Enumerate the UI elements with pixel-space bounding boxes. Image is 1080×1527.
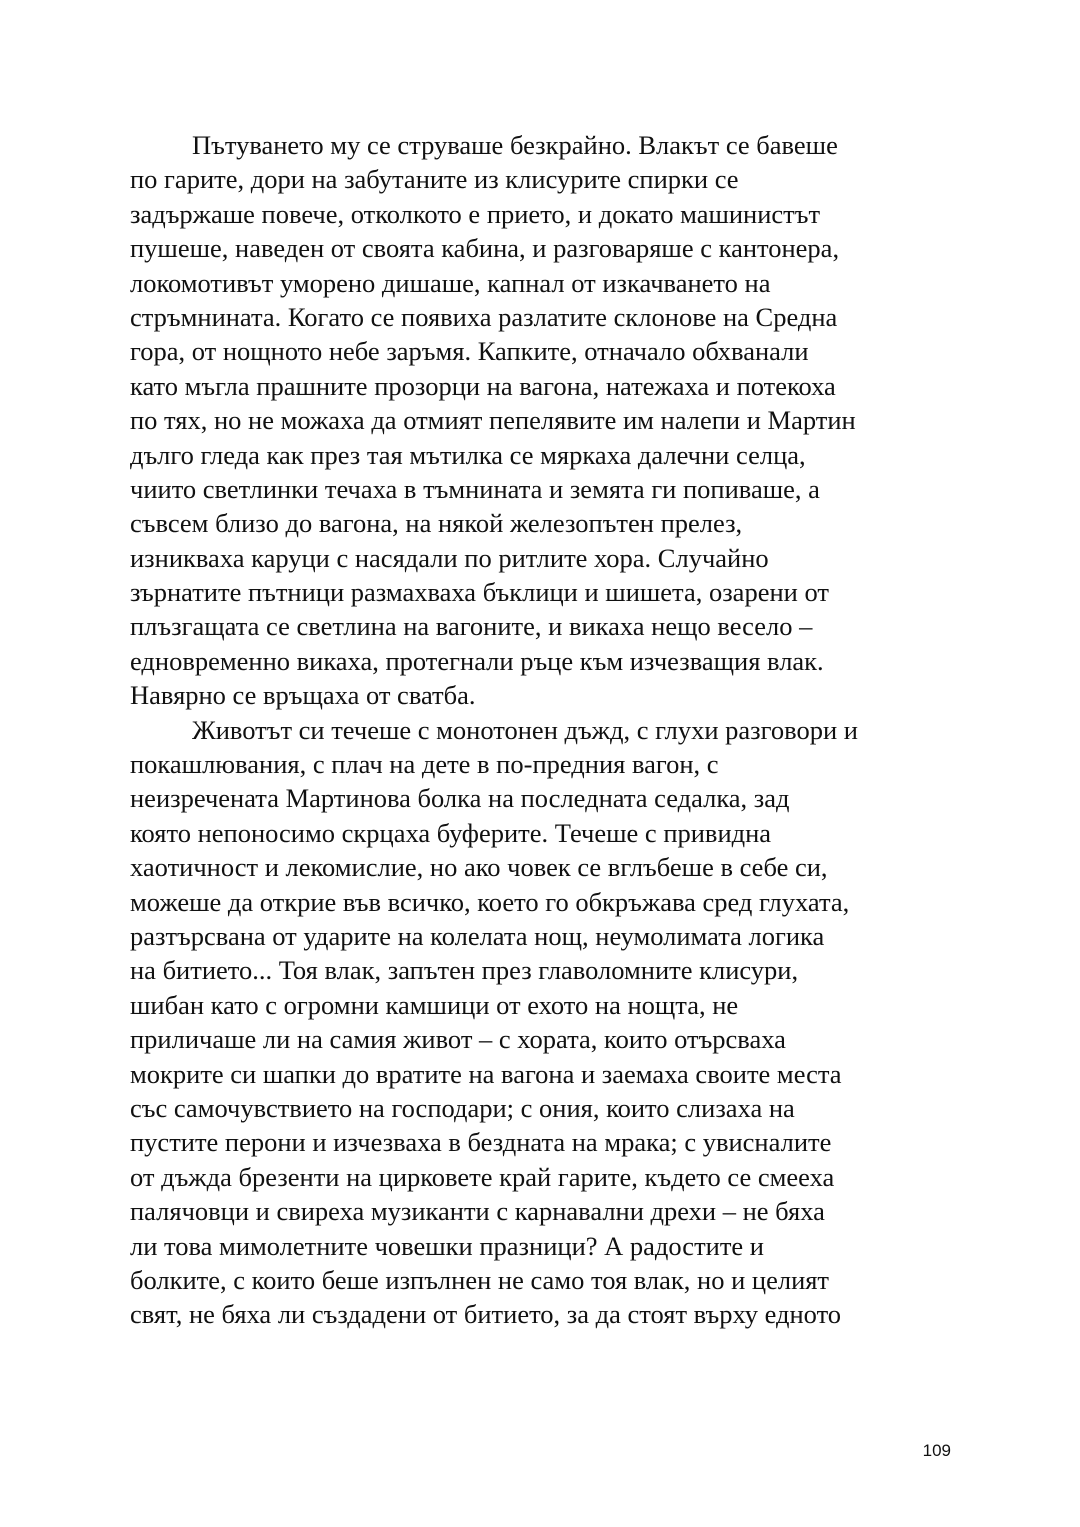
- text-line: на битието... Тоя влак, запътен през главоломните клисури,: [130, 955, 799, 986]
- text-line: свят, не бяха ли създадени от битието, за да стоят върху едното: [130, 1299, 842, 1330]
- body-text: [130, 128, 956, 1332]
- text-line: като мъгла прашните прозорци на вагона, натежаха и потекоха: [130, 370, 836, 401]
- text-line: приличаше ли на самия живот – с хората, които отърсваха: [130, 1024, 786, 1055]
- text-line: по тях, но не можаха да отмият пепелявите им налепи и Мартин: [130, 405, 856, 436]
- paragraph-1: [130, 128, 956, 713]
- text-line: зърнатите пътници размахваха бъклици и шишета, озарени от: [130, 577, 829, 608]
- text-line: която непоносимо скрцаха буферите. Течеше с привидна: [130, 817, 772, 848]
- page-number: 109: [922, 1441, 951, 1460]
- text-line: едновременно викаха, протегнали ръце към изчезващия влак.: [130, 645, 824, 676]
- text-line: хаотичност и лекомислие, но ако човек се вглъбеше в себе си,: [130, 852, 828, 883]
- text-line: палячовци и свиреха музиканти с карнавални дрехи – не бяха: [130, 1196, 825, 1227]
- text-line: по гарите, дори на забутаните из клисурите спирки се: [130, 164, 739, 195]
- text-line: плъзгащата се светлина на вагоните, и викаха нещо весело –: [130, 611, 813, 642]
- text-line: стръмнината. Когато се появиха разлатите склонове на Средна: [130, 301, 838, 332]
- text-line: неизречената Мартинова болка на последната седалка, зад: [130, 783, 790, 814]
- text-line: задържаше повече, отколкото е прието, и докато машинистът: [130, 198, 821, 229]
- text-line: пушеше, наведен от своята кабина, и разговаряше с кантонера,: [130, 233, 840, 264]
- text-line: изникваха каруци с насядали по ритлите хора. Случайно: [130, 542, 769, 573]
- text-line: ли това мимолетните човешки празници? А радостите и: [130, 1230, 764, 1261]
- text-line: покашлювания, с плач на дете в по-предния вагон, с: [130, 749, 719, 780]
- text-line: Пътуването му се струваше безкрайно. Влакът се бавеше: [192, 130, 838, 160]
- text-line: разтърсвана от ударите на колелата нощ, неумолимата логика: [130, 920, 825, 951]
- text-line: чиито светлинки течаха в тъмнината и земята ги попиваше, а: [130, 473, 820, 504]
- text-line: съвсем близо до вагона, на някой железопътен прелез,: [130, 508, 743, 539]
- text-line: от дъжда брезенти на цирковете край гарите, където се смееха: [130, 1161, 835, 1192]
- text-line: мокрите си шапки до вратите на вагона и заемаха своите места: [130, 1058, 842, 1089]
- text-line: локомотивът уморено дишаше, капнал от изкачването на: [130, 267, 771, 298]
- text-line: гора, от нощното небе заръмя. Капките, отначало обхванали: [130, 336, 809, 367]
- text-line: дълго гледа как през тая мътилка се мяркаха далечни селца,: [130, 439, 806, 470]
- paragraph-2: [130, 713, 956, 1332]
- text-line: шибан като с огромни камшици от ехото на нощта, не: [130, 989, 739, 1020]
- text-line: пустите перони и изчезваха в бездната на мрака; с увисналите: [130, 1127, 832, 1158]
- text-line: Животът си течеше с монотонен дъжд, с глухи разговори и: [192, 714, 858, 745]
- text-line: със самочувствието на господари; с ония, които слизаха на: [130, 1092, 795, 1123]
- text-line: болките, с които беше изпълнен не само тоя влак, но и целият: [130, 1264, 830, 1295]
- text-line: можеше да открие във всичко, което го обкръжава сред глухата,: [130, 886, 850, 917]
- text-line: Навярно се връщаха от сватба.: [130, 680, 476, 711]
